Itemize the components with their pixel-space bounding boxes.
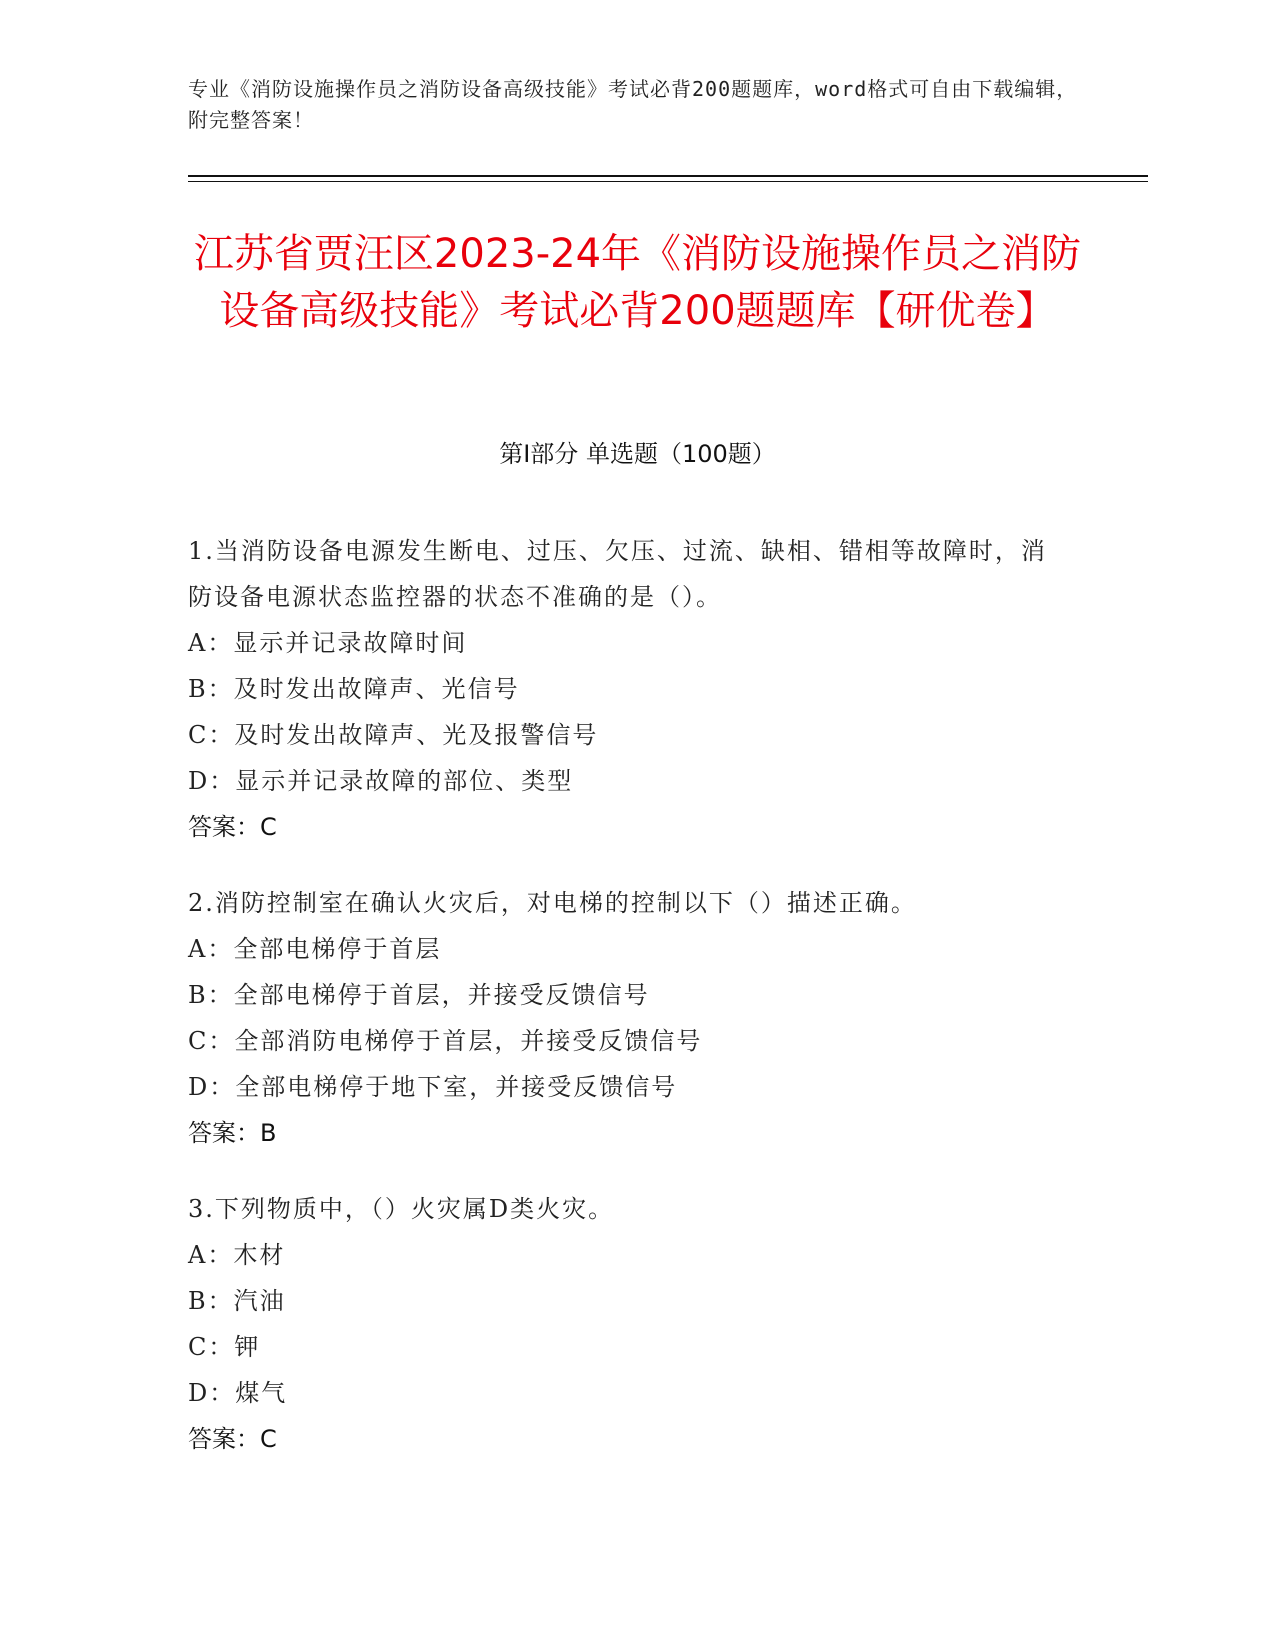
answer: 答案：C <box>188 1425 277 1453</box>
header-note: 专业《消防设施操作员之消防设备高级技能》考试必背200题题库，word格式可自由下载编辑，附完整答案！ <box>188 77 1078 132</box>
section-heading: 第I部分 单选题（100题） <box>499 440 776 468</box>
option-c: C：钾 <box>188 1333 261 1361</box>
question-3 <box>188 1186 1068 1462</box>
document-title: 江苏省贾汪区2023-24年《消防设施操作员之消防设备高级技能》考试必背200题题库【研优卷】 <box>193 231 1082 334</box>
header-divider-thick <box>188 175 1148 177</box>
option-c: C：全部消防电梯停于首层，并接受反馈信号 <box>188 1027 703 1055</box>
option-b: B：及时发出故障声、光信号 <box>188 675 520 703</box>
option-d: D：煤气 <box>188 1379 288 1407</box>
question-1 <box>188 528 1068 850</box>
option-c: C：及时发出故障声、光及报警信号 <box>188 721 599 749</box>
question-list <box>188 528 1068 1492</box>
option-b: B：全部电梯停于首层，并接受反馈信号 <box>188 981 650 1009</box>
answer: 答案：B <box>188 1119 277 1147</box>
question-text: 1.当消防设备电源发生断电、过压、欠压、过流、缺相、错相等故障时，消防设备电源状态监控器的状态不准确的是（）。 <box>188 537 1047 611</box>
option-a: A：全部电梯停于首层 <box>188 935 442 963</box>
question-text: 2.消防控制室在确认火灾后，对电梯的控制以下（）描述正确。 <box>188 889 917 917</box>
option-d: D：全部电梯停于地下室，并接受反馈信号 <box>188 1073 678 1101</box>
question-2 <box>188 880 1068 1156</box>
option-a: A：木材 <box>188 1241 286 1269</box>
answer: 答案：C <box>188 813 277 841</box>
header-divider-thin <box>188 181 1148 182</box>
option-a: A：显示并记录故障时间 <box>188 629 468 657</box>
option-b: B：汽油 <box>188 1287 286 1315</box>
option-d: D：显示并记录故障的部位、类型 <box>188 767 574 795</box>
question-text: 3.下列物质中，（）火灾属D类火灾。 <box>188 1195 615 1223</box>
